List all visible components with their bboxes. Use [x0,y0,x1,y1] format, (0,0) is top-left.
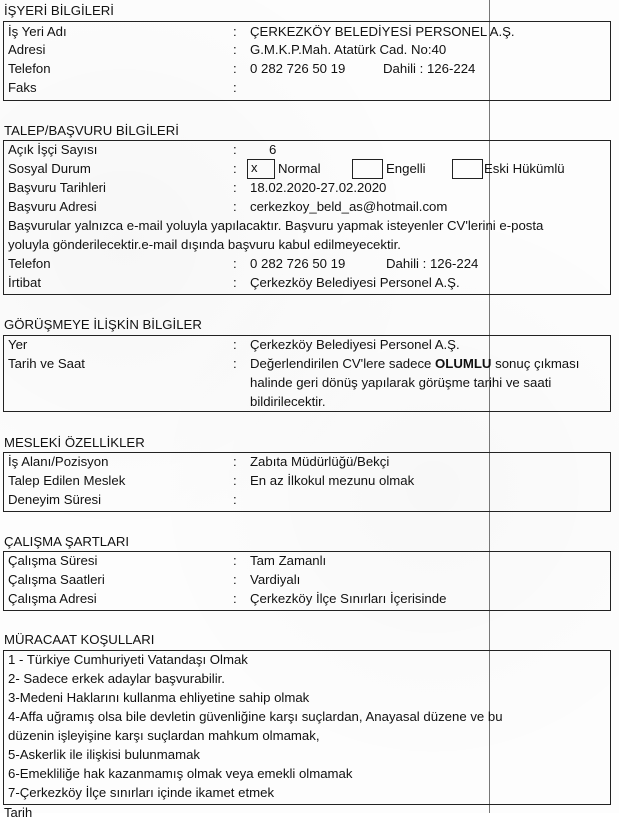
colon: : [233,180,237,195]
muracaat-box [3,650,611,805]
colon: : [233,256,237,271]
checkbox-normal[interactable]: x [247,159,275,179]
option-eski-hukumlu[interactable] [452,159,565,179]
label: Yer [8,337,28,352]
footer-cut-text: Tarih [4,805,33,820]
option-label: Normal [278,161,321,176]
value: Çerkezköy Belediyesi Personel A.Ş. [250,337,460,352]
mesleki-box [3,452,611,512]
label: Açık İşçi Sayısı [8,142,98,157]
extension: Dahili : 126-224 [383,61,476,76]
colon: : [233,61,237,76]
label: Faks [8,80,37,95]
condition-text: 1 - Türkiye Cumhuriyeti Vatandaşı Olmak [8,652,248,667]
talep-box [3,140,611,295]
label: Başvuru Adresi [8,199,97,214]
section-title-talep: TALEP/BAŞVURU BİLGİLERİ [4,123,179,138]
condition-text: 3-Medeni Haklarını kullanma ehliyetine sahip olmak [8,690,310,705]
gorusme-box [3,335,611,412]
colon: : [233,80,237,95]
checkbox-engelli[interactable] [352,159,383,179]
label: Telefon [8,61,51,76]
label: Talep Edilen Meslek [8,473,126,488]
condition-text: düzenin işleyişine karşı suçlardan mahkum olmamak, [8,728,320,743]
label: Çalışma Saatleri [8,572,105,587]
section-title-isyeri: İŞYERİ BİLGİLERİ [4,3,114,18]
label: İrtibat [8,275,41,290]
section-title-mesleki: MESLEKİ ÖZELLİKLER [4,435,145,450]
value-line-3: bildirilecektir. [250,394,326,409]
label: Çalışma Adresi [8,591,97,606]
value-line-2: halinde geri dönüş yapılarak görüşme tarihi ve saati [250,375,552,390]
value: Tam Zamanlı [250,553,327,568]
checkbox-eski-hukumlu[interactable] [452,159,483,179]
option-label: Eski Hükümlü [484,161,565,176]
colon: : [233,553,237,568]
colon: : [233,24,237,39]
section-title-gorusme: GÖRÜŞMEYE İLİŞKİN BİLGİLER [4,317,202,332]
colon: : [233,572,237,587]
condition-text: 4-Affa uğramış olsa bile devletin güvenliğine karşı suçlardan, Anayasal düzene ve bu [8,709,503,724]
label: İş Alanı/Pozisyon [8,454,109,469]
option-label: Engelli [386,161,426,176]
text: sonuç çıkması [491,356,580,371]
colon: : [233,161,237,176]
colon: : [233,356,237,371]
condition-text: 7-Çerkezköy İlçe sınırları içinde ikamet etmek [8,785,275,800]
email-link[interactable]: cerkezkoy_beld_as@hotmail.com [250,199,448,214]
value: ÇERKEZKÖY BELEDİYESİ PERSONEL A.Ş. [250,24,515,39]
label: Tarih ve Saat [8,356,85,371]
note-text: Başvurular yalnızca e-mail yoluyla yapılacaktır. Başvuru yapmak isteyenler CV'lerini e-posta [8,218,544,233]
colon: : [233,275,237,290]
value-line-1 [250,355,579,373]
value: Çerkezköy Belediyesi Personel A.Ş. [250,275,460,290]
text: Değerlendirilen CV'lere sadece [250,356,436,371]
colon: : [233,454,237,469]
value: 18.02.2020-27.02.2020 [250,180,387,195]
value: 0 282 726 50 19 [250,61,346,76]
option-normal[interactable] [247,159,321,179]
label: Adresi [8,42,46,57]
condition-text: 5-Askerlik ile ilişkisi bulunmamak [8,747,201,762]
label: İş Yeri Adı [8,24,67,39]
colon: : [233,492,237,507]
option-engelli[interactable] [352,159,426,179]
colon: : [233,142,237,157]
isyeri-box [3,21,611,101]
colon: : [233,42,237,57]
note-text: yoluyla gönderilecektir.e-mail dışında başvuru kabul edilmeyecektir. [8,237,401,252]
calisma-box [3,551,611,611]
value: 6 [269,142,277,157]
colon: : [233,591,237,606]
section-title-muracaat: MÜRACAAT KOŞULLARI [4,632,155,647]
extension: Dahili : 126-224 [386,256,479,271]
label: Telefon [8,256,51,271]
value: Çerkezköy İlçe Sınırları İçerisinde [250,591,447,606]
value: G.M.K.P.Mah. Atatürk Cad. No:40 [250,42,447,57]
section-title-calisma: ÇALIŞMA ŞARTLARI [4,534,130,549]
colon: : [233,473,237,488]
condition-text: 2- Sadece erkek adaylar başvurabilir. [8,671,225,686]
colon: : [233,199,237,214]
emphasis-text: OLUMLU [435,356,492,371]
value: Zabıta Müdürlüğü/Bekçi [250,454,390,469]
label: Başvuru Tarihleri [8,180,106,195]
value: Vardiyalı [250,572,301,587]
label: Sosyal Durum [8,161,91,176]
label: Deneyim Süresi [8,492,102,507]
value: En az İlkokul mezunu olmak [250,473,415,488]
label: Çalışma Süresi [8,553,98,568]
condition-text: 6-Emekliliğe hak kazanmamış olmak veya emekli olmamak [8,766,353,781]
value: 0 282 726 50 19 [250,256,346,271]
colon: : [233,337,237,352]
